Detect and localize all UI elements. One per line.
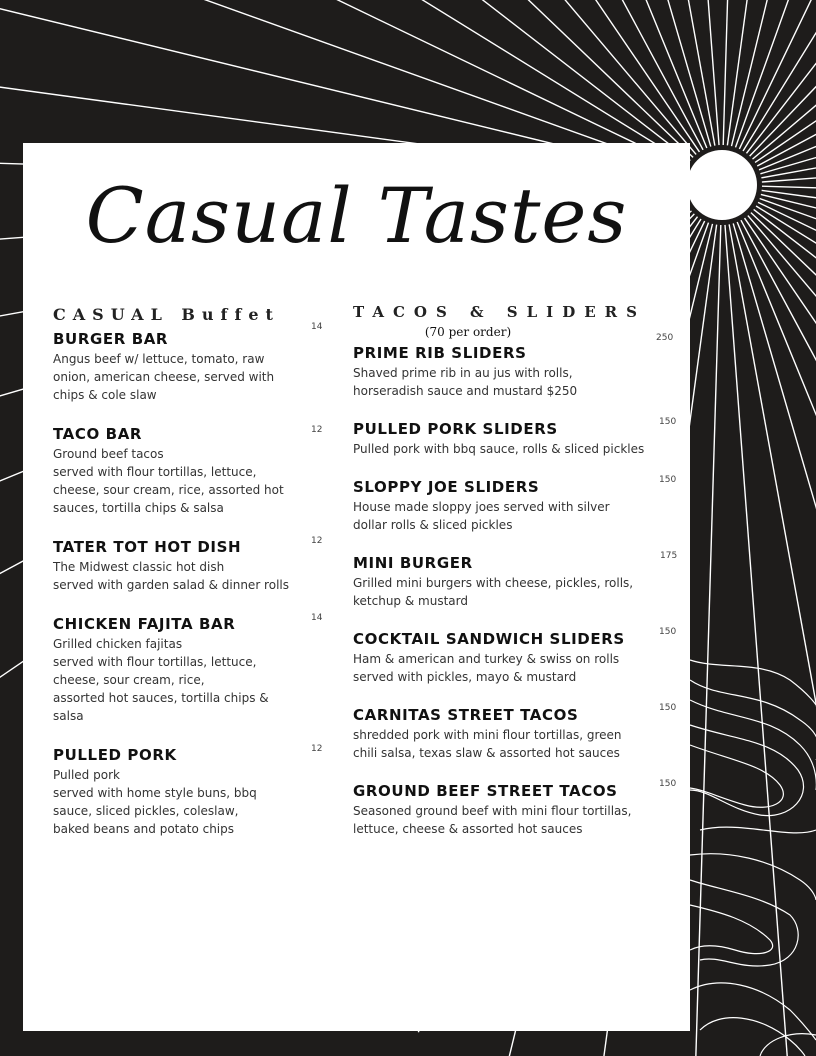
item-description: Ground beef tacos served with flour tortillas, lettuce, cheese, sour cream, rice, assorted hot sauces, tortilla chips & salsa [53,447,284,515]
section-subheading: (70 per order) [424,325,512,339]
menu-item [53,615,323,725]
item-price: 12 [311,425,323,435]
sunburst-ray [695,225,721,1056]
sunburst-ray [725,225,789,1056]
item-price: 14 [311,613,323,623]
section-casual-buffet [53,305,323,838]
sunburst-ray [723,0,749,145]
sunburst-ray [72,0,694,157]
item-description: Pulled pork served with home style buns, bbq sauce, sliced pickles, coleslaw, baked beans and potato chips [53,768,257,836]
sunburst-ray [729,224,816,1056]
item-description: Grilled mini burgers with cheese, pickles, rolls, ketchup & mustard [353,576,634,608]
menu-card [23,143,690,1031]
item-name: BURGER BAR [53,330,169,348]
item-description: House made sloppy joes served with silver dollar rolls & sliced pickles [353,500,610,532]
menu-item [353,333,678,400]
item-price: 150 [659,475,677,485]
sunburst-ray [215,0,699,152]
sunburst-ray [761,194,816,398]
sunburst-ray [727,0,816,145]
item-name: PULLED PORK SLIDERS [353,420,558,438]
item-description: Seasoned ground beef with mini flour tortillas, lettuce, cheese & assorted hot sauces [353,804,632,836]
sunburst-ray [381,0,707,148]
sunburst-ray [655,0,719,145]
item-name: CHICKEN FAJITA BAR [53,615,236,633]
sunburst-ray [745,218,816,929]
item-price: 150 [659,417,677,427]
section-tacos-sliders [353,303,678,838]
sunburst-ray [751,213,816,807]
sunburst-ray [741,220,816,977]
item-price: 150 [659,627,677,637]
menu-item [53,425,323,517]
item-name: TACO BAR [53,425,143,443]
menu-item [53,538,323,594]
menu-title: Casual Tastes [85,171,628,260]
item-price: 250 [656,333,674,343]
sunburst-ray [746,0,816,153]
item-name: COCKTAIL SANDWICH SLIDERS [353,630,625,648]
section-heading: CASUAL Buffet [53,305,280,324]
menu-item [353,417,678,458]
item-name: MINI BURGER [353,554,473,572]
sun-circle [687,150,757,220]
sunburst-ray [756,206,816,658]
item-description: shredded pork with mini flour tortillas, green chili salsa, texas slaw & assorted hot sauces [353,728,622,760]
item-description: Pulled pork with bbq sauce, rolls & sliced pickles [353,442,645,456]
item-price: 150 [659,779,677,789]
sunburst-ray [296,0,703,150]
item-price: 150 [659,703,677,713]
sunburst-ray [737,222,816,1018]
item-price: 14 [311,322,323,332]
contour-lines-graphic [690,660,816,1056]
item-price: 12 [311,536,323,546]
item-name: TATER TOT HOT DISH [53,538,242,556]
item-description: Grilled chicken fajitas served with flour tortillas, lettuce, cheese, sour cream, rice, assorted hot sauces, tortilla chips & salsa [53,637,269,723]
sunburst-ray [748,216,816,872]
menu-item [353,779,678,838]
section-heading: TACOS & SLIDERS [353,303,646,321]
menu-item [353,703,678,762]
sunburst-ray [470,0,711,147]
menu-item [353,551,678,610]
item-name: GROUND BEEF STREET TACOS [353,782,618,800]
item-name: PRIME RIB SLIDERS [353,344,527,362]
sunburst-ray [0,0,688,164]
item-name: SLOPPY JOE SLIDERS [353,478,540,496]
menu-item [53,322,323,404]
item-description: The Midwest classic hot dish served with garden salad & dinner rolls [53,560,289,592]
item-price: 12 [311,744,323,754]
menu-item [353,627,678,686]
item-price: 175 [660,551,678,561]
item-name: PULLED PORK [53,746,177,764]
item-description: Ham & american and turkey & swiss on rolls served with pickles, mayo & mustard [353,652,620,684]
menu-item [353,475,678,534]
item-description: Shaved prime rib in au jus with rolls, horseradish sauce and mustard $250 [353,366,578,398]
sunburst-ray [140,0,696,154]
sunburst-ray [759,0,816,170]
menu-item [53,746,323,838]
sunburst-ray [758,202,816,575]
item-description: Angus beef w/ lettuce, tomato, raw onion, american cheese, served with chips & cole slaw [53,352,275,402]
item-name: CARNITAS STREET TACOS [353,706,579,724]
